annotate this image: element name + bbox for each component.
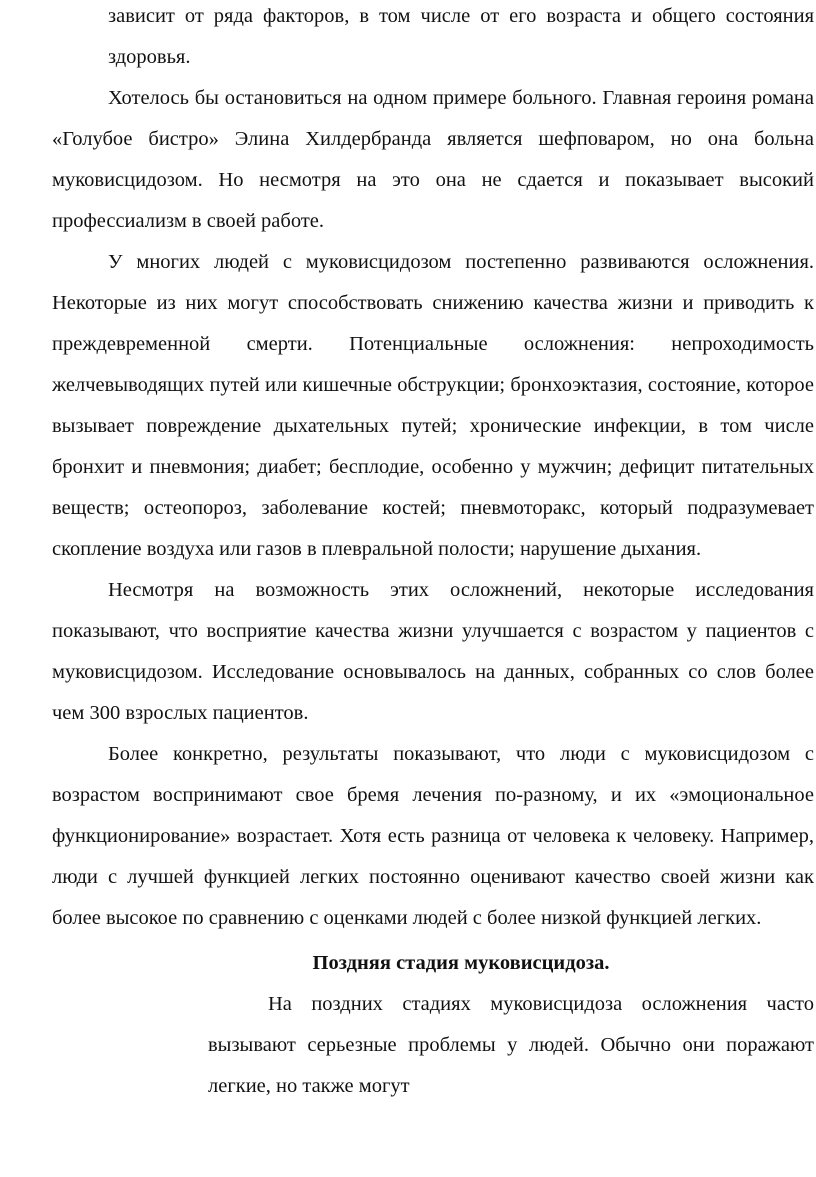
paragraph-results: Более конкретно, результаты показывают, что люди с муковисцидозом с возрастом воспринимают свое бремя лечения по-разному, и их «эмоциональное функционирование» возрастает. Хотя есть разница от человека к человеку. Например, люди с лучшей функцией легких постоянно оценивают качество своей жизни как более высокое по сравнению с оценками людей с более низкой функцией легких.	[52, 743, 814, 929]
paragraph-quality-of-life: Несмотря на возможность этих осложнений, некоторые исследования показывают, что восприятие качества жизни улучшается с возрастом у пациентов с муковисцидозом. Исследование основывалось на данных, собранных со слов более чем 300 взрослых пациентов.	[52, 579, 814, 724]
paragraph-example-patient: Хотелось бы остановиться на одном примере больного. Главная героиня романа «Голубое бистро» Элина Хилдербранда является шефповаром, но она больна муковисцидозом. Но несмотря на это она не сдается и показывает высокий профессиализм в своей работе.	[52, 87, 814, 232]
paragraph-continuation: зависит от ряда факторов, в том числе от его возраста и общего состояния здоровья.	[108, 5, 814, 68]
paragraph-complications: У многих людей с муковисцидозом постепенно развиваются осложнения. Некоторые из них могут способствовать снижению качества жизни и приводить к преждевременной смерти. Потенциальные осложнения: непроходимость желчевыводящих путей или кишечные обструкции; бронхоэктазия, состояние, которое вызывает повреждение дыхательных путей; хронические инфекции, в том числе бронхит и пневмония; диабет; бесплодие, особенно у мужчин; дефицит питательных веществ; остеопороз, заболевание костей; пневмоторакс, который подразумевает скопление воздуха или газов в плевральной полости; нарушение дыхания.	[52, 251, 814, 560]
paragraph-late-stage: На поздних стадиях муковисцидоза осложнения часто вызывают серьезные проблемы у людей. Обычно они поражают легкие, но также могут	[208, 993, 814, 1097]
section-heading: Поздняя стадия муковисцидоза.	[312, 952, 610, 974]
document-page	[52, 0, 814, 1107]
